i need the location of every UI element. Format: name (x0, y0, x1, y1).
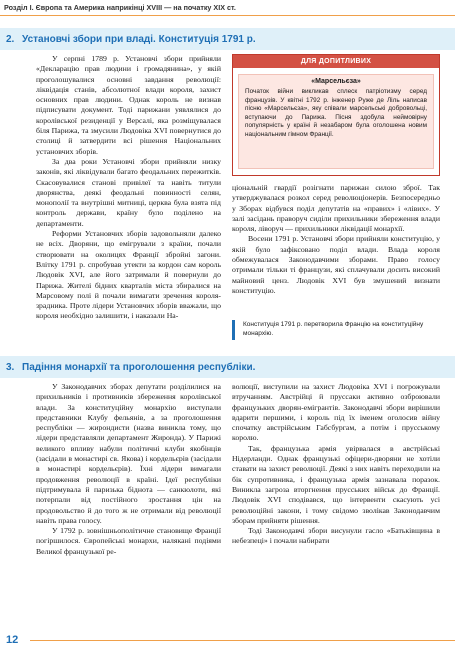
section-3-heading: Падіння монархії та проголошення республіки. (22, 361, 256, 373)
key-note (232, 318, 440, 342)
section-2-heading: Установчі збори при владі. Конституція 1791 р. (22, 33, 256, 45)
text-column-3 (36, 382, 221, 628)
section-3-number: 3. (6, 361, 15, 373)
footer-rule (30, 640, 455, 641)
section-2-number: 2. (6, 33, 15, 45)
paragraph: ціональній гвардії розігнати парижан силою зброї. Так утверджувалася розкол серед революціонерів. Безпосередньо у Зборах відбувся поділ депутатів на «правих» і «лівих». У залі засідань праворуч сиділи прихильники збереження влади короля, ліворуч — прихильники ліквідації монархії. (232, 183, 440, 234)
note-text: Конституція 1791 р. перетворила Францію на конституційну монархію. (243, 321, 424, 337)
paragraph: Так, французька армія увірвалася в австрійські Нідерланди. Однак французькі офіцери-дворяни не хотіли ставати на захист революції. Деякі з них навіть переходили на бік супротивника, і французька армія зазнавала поразок. Виникла загроза вторгнення прусських військ до Франції. Людовік XVI сподівався, що інтервенти скасують усі революційні закони, і тому свідомо зволікав Законодавчим зборам прийняти рішення. (232, 443, 440, 525)
curious-box (232, 54, 440, 176)
text-column-1 (36, 54, 221, 344)
paragraph: У 1792 р. зовнішньополітичне становище Франції погіршилося. Європейські монархи, налякані подіями Великої французької ре- (36, 526, 221, 556)
paragraph: волюції, виступили на захист Людовіка XVI і погрожували втручанням. Австрійці й пруссаки активно озброювали французьких дворян-емігрантів. Законодавчі збори вирішили вдарити першими, і король під їх іменем оголосив війну спочатку австрійським Габсбургам, а потім і прусському королю. (232, 382, 440, 443)
curious-box-header: ДЛЯ ДОПИТЛИВИХ (233, 55, 439, 68)
note-marker (232, 320, 235, 340)
text-column-4 (232, 382, 440, 628)
paragraph: У серпні 1789 р. Установчі збори прийняли «Декларацію прав людини і громадянина», у якій проголошувалися основні завдання революції: ліквідація станів, абсолютної влади короля, захист основних прав людини. Однак король не визнав підписувати документ. Тоді парижани уявлялися до королівської резиденції у Версалі, яка розміщувалася біля Парижа, та змусили Людовіка XVI повернутися до столиці й затвердити всі рішення Національних установчих зборів. (36, 54, 221, 156)
page-number: 12 (6, 634, 19, 646)
curious-box-title: «Марсельєза» (311, 78, 361, 85)
paragraph: Тоді Законодавчі збори висунули гасло «Батьківщина в небезпеці» і почали набирати (232, 526, 440, 546)
curious-box-body (238, 74, 434, 169)
running-header: Розділ І. Європа та Америка наприкінці XVIII — на початку XIX ст. (0, 0, 455, 16)
text-column-2 (232, 183, 440, 333)
section-2-title (0, 28, 455, 50)
paragraph: За два роки Установчі збори прийняли низку законів, які ліквідували багато феодальних пережитків. Скасовувалися станові привілеї та навіть титули дворянства, деякі феодальні повинності селян, монополії та внутрішні митниці, церква була взята під контроль держави, країну було поділено на департаменти. (36, 156, 221, 228)
paragraph: Реформи Установчих зборів задовольняли далеко не всіх. Дворяни, що емігрували з країни, почали створювати на околицях Франції збройні загони. Влітку 1791 р. спробував утекти за кордон сам король Людовік XVI, але його затримали й повернули до Парижа. Жителі бідних кварталів міста збиралися на Марсовому полі й почали вимагати зречення короля-зрадника. Проте лідери Установчих зборів вважали, що короля необхідно залишити, і наказали На- (36, 229, 221, 321)
section-3-title (0, 356, 455, 378)
paragraph: У Законодавчих зборах депутати розділилися на прихильників і противників збереження королівської влади. За конституційну монархію виступали представники Клубу фельянів, а за проголошення республіки — жирондисти (назва виникла тому, що лідери представляли департамент Жиронда). У Парижі великого впливу набули політичні клуби якобінців (засідали в монастирі св. Якова) і кордельєрів (засідали в монастирі кордельєрів). Їхні лідери вимагали продовження революції в країні. Ідеї республіки підтримувала й паризька біднота — санкюлоти, які потерпали від постійного зростання цін на продовольство й до того ж не отримали від революції навіть права голосу. (36, 382, 221, 525)
curious-box-text: Початок війни викликав сплеск патріотизму серед французів. У квітні 1792 р. інженер Руже де Ліль написав пісню «Марсельєза», яку співали марсельські добровольці, вступаючи до Парижа. Пісня здобула неймовірну популярність у країні й незабаром була оголошена новим національним гімном Франції. (245, 88, 427, 138)
paragraph: Восени 1791 р. Установчі збори прийняли конституцію, у якій було зафіксовано поділ влади. Влада короля обмежувалася Законодавчими зборами. Право голосу отримали тільки ті французи, які сплачували досить високий майновий ценз. Людовік XVI був змушений визнати конституцію. (232, 234, 440, 295)
